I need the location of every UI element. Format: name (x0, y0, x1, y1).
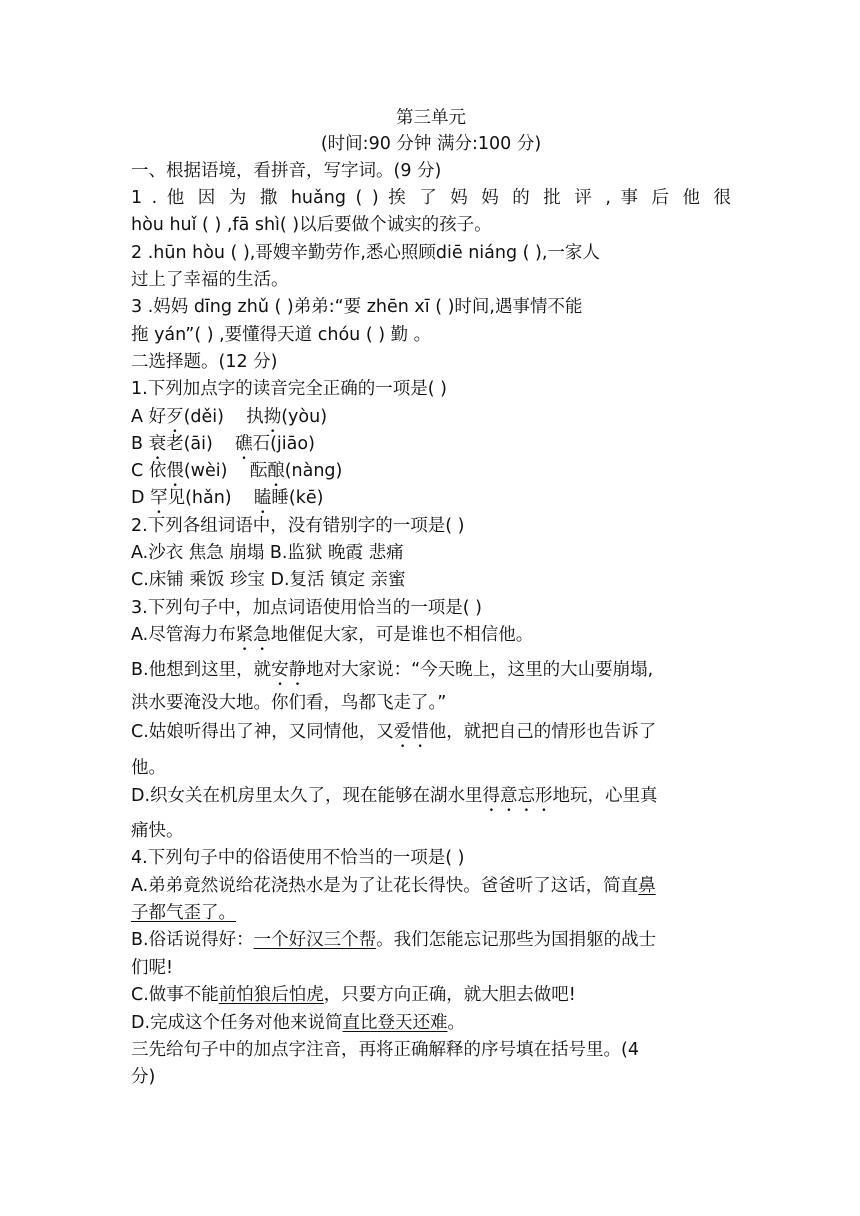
section2-q1-option-c: C 依偎(wèi) 酝酿(nàng) (131, 461, 343, 481)
section2-q4-option-d: D.完成这个任务对他来说简直比登天还难。 (131, 1013, 466, 1033)
section2-q2-line2: C.床铺 乘饭 珍宝 D.复活 镇定 亲蜜 (131, 570, 406, 590)
section2-q3-option-c-line1: C.姑娘听得出了神，又同情他，又爱惜他，就把自己的情形也告诉了 (131, 722, 657, 742)
section1-q1-line1: 1 . 他 因 为 撒 huǎng ( ) 挨 了 妈 妈 的 批 评 , 事 后 他 很 (131, 188, 731, 208)
section2-q1-option-a: A 好歹(děi) 执拗(yòu) (131, 407, 328, 427)
page-title: 第三单元 (396, 108, 466, 128)
section1-q2-line2: 过上了幸福的生活。 (131, 270, 289, 290)
section1-q1-line2: hòu huǐ ( ) ,fā shì( )以后要做个诚实的孩子。 (131, 215, 492, 235)
section1-q3-line2: 拖 yán”( ) ,要懂得天道 chóu ( ) 勤 。 (131, 325, 432, 345)
section2-q4-option-c: C.做事不能前怕狼后怕虎，只要方向正确，就大胆去做吧! (131, 985, 576, 1005)
section2-q4-option-a-line1: A.弟弟竟然说给花浇热水是为了让花长得快。爸爸听了这话，简直鼻 (131, 876, 656, 896)
section2-q3-option-c-line2: 他。 (131, 758, 166, 778)
page-subtitle: (时间:90 分钟 满分:100 分) (320, 134, 542, 154)
section1-heading: 一、根据语境，看拼音，写字词。(9 分) (131, 161, 442, 181)
section2-q3-stem: 3.下列句子中，加点词语使用恰当的一项是( ) (131, 598, 482, 618)
section2-q4-option-b-line1: B.俗话说得好：一个好汉三个帮。我们怎能忘记那些为国捐躯的战士 (131, 930, 657, 950)
section2-q1-option-b: B 衰老(āi) 礁石(jiāo) (131, 434, 315, 454)
section1-q3-line1: 3 .妈妈 dīng zhǔ ( )弟弟:“要 zhēn xī ( )时间,遇事情不能 (131, 297, 583, 317)
section2-q3-option-d-line1: D.织女关在机房里太久了，现在能够在湖水里得意忘形地玩，心里真 (131, 786, 658, 806)
section2-q3-option-d-line2: 痛快。 (131, 821, 184, 841)
section3-heading-line1: 三先给句子中的加点字注音，再将正确解释的序号填在括号里。(4 (131, 1040, 639, 1060)
section2-q4-option-a-line2: 子都气歪了。 (131, 903, 236, 923)
section1-q2-line1: 2 .hūn hòu ( ),哥嫂辛勤劳作,悉心照顾diē niáng ( ),一家人 (131, 243, 600, 263)
section2-q3-option-b-line2: 洪水要淹没大地。你们看，鸟都飞走了。” (131, 693, 447, 713)
section3-heading-line2: 分) (131, 1067, 156, 1087)
section2-q3-option-a: A.尽管海力布紧急地催促大家，可是谁也不相信他。 (131, 625, 534, 645)
section2-q2-stem: 2.下列各组词语中，没有错别字的一项是( ) (131, 516, 465, 536)
section2-q3-option-b-line1: B.他想到这里，就安静地对大家说：“今天晚上，这里的大山要崩塌, (131, 660, 654, 680)
section2-heading: 二选择题。(12 分) (131, 352, 278, 372)
section2-q2-line1: A.沙衣 焦急 崩塌 B.监狱 晚霞 悲痛 (131, 543, 404, 563)
section2-q4-option-b-line2: 们呢! (131, 958, 174, 978)
section2-q1-option-d: D 罕见(hǎn) 瞌睡(kē) (131, 488, 324, 508)
section2-q4-stem: 4.下列句子中的俗语使用不恰当的一项是( ) (131, 848, 465, 868)
section2-q1-stem: 1.下列加点字的读音完全正确的一项是( ) (131, 379, 447, 399)
